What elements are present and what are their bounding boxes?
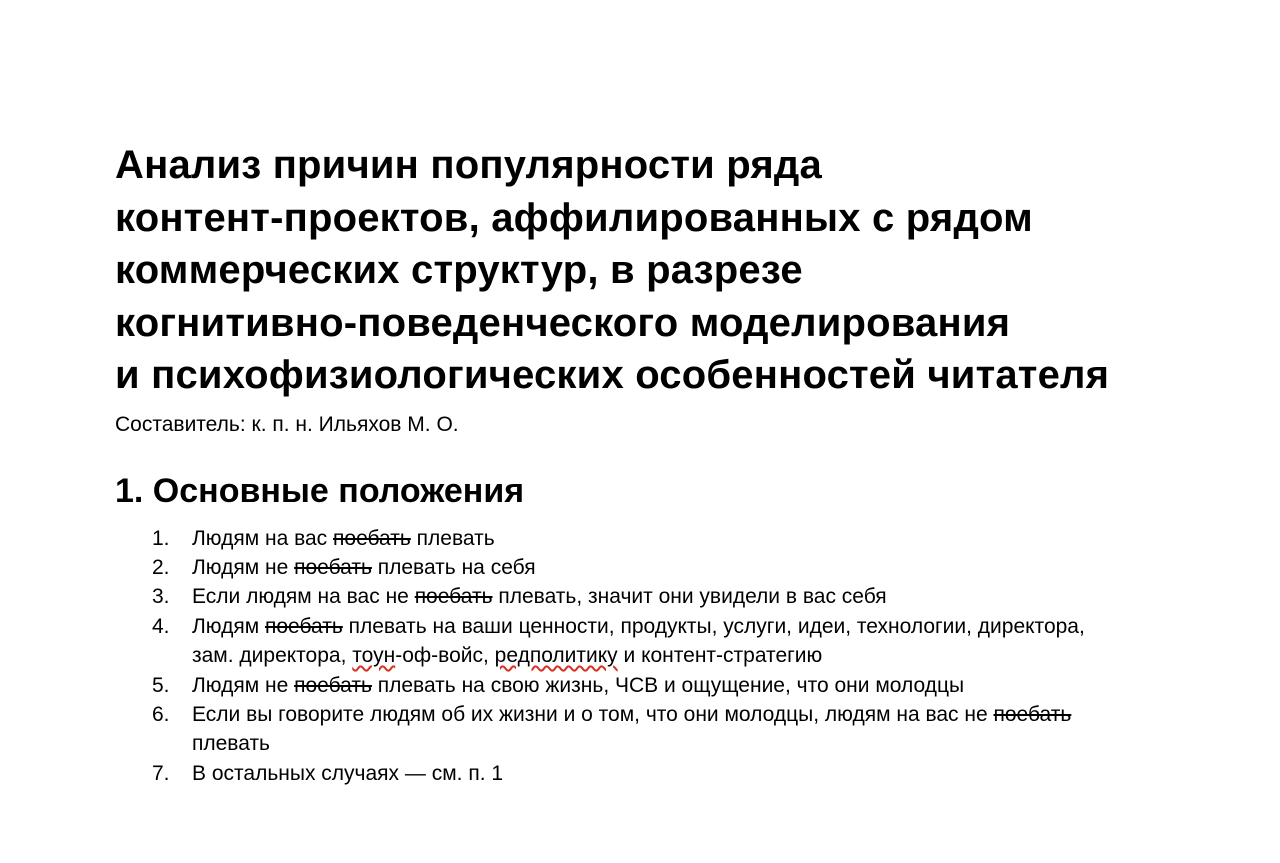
struck-word: поебать (294, 673, 372, 697)
list-item-text: плевать на себя (371, 555, 536, 579)
list-item (115, 759, 1167, 788)
list-item-text: Людям (192, 614, 265, 638)
list-item-text: плевать на ваши ценности, продукты, услуги, идеи, технологии, директора, (342, 614, 1085, 638)
section-heading: 1. Основные положения (115, 471, 525, 510)
list-item-text: и контент-стратегию (617, 644, 823, 668)
list-item (115, 553, 1167, 582)
struck-word: поебать (294, 555, 372, 579)
document-title (115, 139, 1190, 402)
list-item-number: 2. (152, 555, 170, 579)
struck-word: поебать (414, 585, 493, 609)
document-title-line: и психофизиологических особенностей читателя (115, 353, 1110, 397)
list-item-number: 7. (152, 761, 170, 785)
numbered-list (115, 524, 1190, 789)
struck-word: поебать (993, 702, 1072, 726)
list-item (115, 671, 1167, 700)
list-item-number: 1. (152, 526, 170, 550)
document-title-line: коммерческих структур, в разрезе (115, 248, 803, 292)
list-item (115, 700, 1167, 759)
byline: Составитель: к. п. н. Ильяхов М. О. (115, 412, 459, 436)
list-item-text: плевать (192, 732, 271, 756)
list-item-number: 5. (152, 673, 170, 697)
list-item-text: Людям не (192, 555, 295, 579)
struck-word: поебать (333, 526, 411, 550)
list-item-text: Людям на вас (192, 526, 334, 550)
document-title-line: когнитивно-поведенческого моделирования (115, 300, 1011, 345)
misspelled-word: редполитику (494, 644, 618, 668)
document-title-line: контент-проектов, аффилированных с рядом (115, 195, 1033, 240)
list-item (115, 524, 1167, 553)
list-item-text: Если вы говорите людям об их жизни и о том, что они молодцы, людям на вас не (192, 702, 994, 726)
list-item-text: Людям не (192, 673, 295, 697)
misspelled-word: тоун (352, 644, 396, 668)
list-item-number: 4. (152, 614, 170, 638)
list-item-text: -оф-войс, (395, 644, 495, 668)
list-item-text: плевать (410, 526, 495, 550)
document-page[interactable] (115, 139, 1190, 788)
struck-word: поебать (264, 614, 343, 638)
list-item-text: плевать, значит они увидели в вас себя (492, 585, 887, 609)
list-item (115, 612, 1167, 671)
list-item-number: 3. (152, 585, 170, 609)
list-item (115, 582, 1167, 611)
document-title-line: Анализ причин популярности ряда (115, 143, 822, 187)
list-item-text: зам. директора, (192, 644, 353, 668)
list-item-text: В остальных случаях — см. п. 1 (192, 761, 504, 785)
list-item-text: Если людям на вас не (192, 585, 415, 609)
list-item-text: плевать на свою жизнь, ЧСВ и ощущение, что они молодцы (371, 673, 965, 697)
list-item-number: 6. (152, 702, 170, 726)
